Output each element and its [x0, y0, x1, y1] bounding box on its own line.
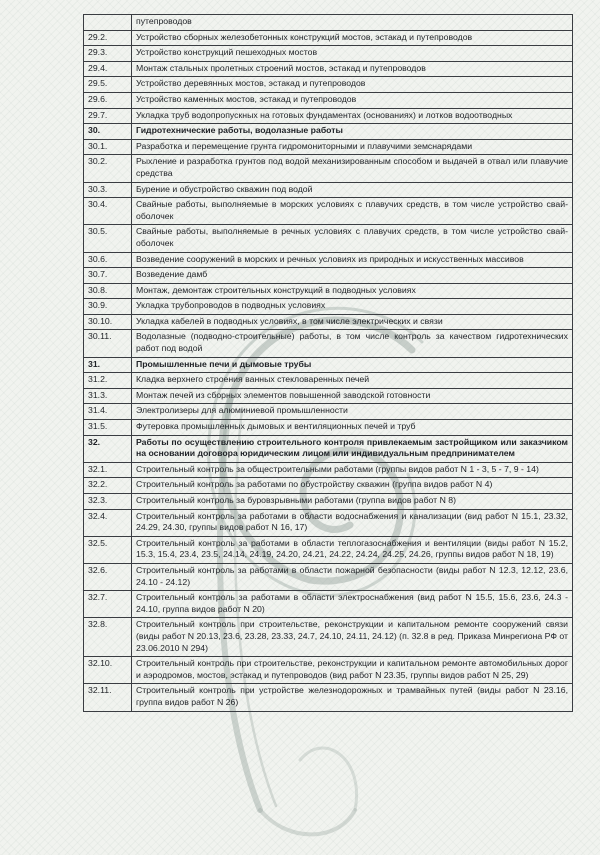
row-description: Монтаж стальных пролетных строений мостов, эстакад и путепроводов — [132, 61, 573, 77]
table-row — [84, 563, 573, 590]
row-number — [84, 15, 132, 31]
row-description: Укладка трубопроводов в подводных условиях — [132, 299, 573, 315]
table-row — [84, 139, 573, 155]
row-description: Строительный контроль за работами в области электроснабжения (вид работ N 15.5, 15.6, 23.6, 24.3 - 24.10, группа видов работ N 20) — [132, 591, 573, 618]
row-number: 32.6. — [84, 563, 132, 590]
table-row — [84, 198, 573, 225]
row-number: 32.4. — [84, 509, 132, 536]
row-number: 30.10. — [84, 314, 132, 330]
row-description: Строительный контроль при строительстве, реконструкции и капитальном ремонте сооружений связи (виды работ N 20.13, 23.6, 23.28, 23.33, 24.7, 24.10, 24.11, 24.12) (п. 32.8 в ред. Приказа Минрегиона РФ от 23.06.2010 N 294) — [132, 618, 573, 657]
table-row — [84, 155, 573, 182]
table-row — [84, 77, 573, 93]
table-row — [84, 92, 573, 108]
row-description: Возведение сооружений в морских и речных условиях из природных и искусственных массивов — [132, 252, 573, 268]
table-row — [84, 330, 573, 357]
table-row — [84, 283, 573, 299]
table-row — [84, 15, 573, 31]
table-row — [84, 388, 573, 404]
row-number: 30.1. — [84, 139, 132, 155]
table-row — [84, 657, 573, 684]
row-description: Устройство конструкций пешеходных мостов — [132, 46, 573, 62]
row-number: 32. — [84, 435, 132, 462]
row-description: Строительный контроль за работами по обустройству скважин (группа видов работ N 4) — [132, 478, 573, 494]
table-row — [84, 684, 573, 711]
row-number: 29.6. — [84, 92, 132, 108]
table-row — [84, 124, 573, 140]
row-description: Устройство каменных мостов, эстакад и путепроводов — [132, 92, 573, 108]
table-row — [84, 478, 573, 494]
row-description: Гидротехнические работы, водолазные работы — [132, 124, 573, 140]
row-description: Устройство сборных железобетонных конструкций мостов, эстакад и путепроводов — [132, 30, 573, 46]
row-number: 29.2. — [84, 30, 132, 46]
row-number: 32.2. — [84, 478, 132, 494]
table-row — [84, 435, 573, 462]
table-row — [84, 462, 573, 478]
row-number: 30. — [84, 124, 132, 140]
table-row — [84, 404, 573, 420]
row-number: 30.8. — [84, 283, 132, 299]
table-row — [84, 225, 573, 252]
row-number: 32.3. — [84, 494, 132, 510]
row-description: Строительный контроль за работами в области теплогазоснабжения и вентиляции (виды работ N 15.2, 15.3, 15.4, 23.4, 23.5, 24.14, 24.19, 24.20, 24.21, 24.22, 24.24, 24.25, 24.26, группы видов работ N 18, 19) — [132, 536, 573, 563]
row-description: Строительный контроль за буровзрывными работами (группа видов работ N 8) — [132, 494, 573, 510]
table-row — [84, 46, 573, 62]
row-number: 30.2. — [84, 155, 132, 182]
row-number: 32.5. — [84, 536, 132, 563]
table-row — [84, 509, 573, 536]
table-row — [84, 314, 573, 330]
table-row — [84, 268, 573, 284]
table-row — [84, 494, 573, 510]
row-description: Свайные работы, выполняемые в речных условиях с плавучих средств, в том числе устройство свай-оболочек — [132, 225, 573, 252]
row-number: 31.4. — [84, 404, 132, 420]
table-row — [84, 618, 573, 657]
row-number: 30.11. — [84, 330, 132, 357]
table-row — [84, 252, 573, 268]
row-number: 30.7. — [84, 268, 132, 284]
row-description: Водолазные (подводно-строительные) работы, в том числе контроль за качеством гидротехнических работ под водой — [132, 330, 573, 357]
table-row — [84, 182, 573, 198]
row-number: 29.4. — [84, 61, 132, 77]
table-row — [84, 591, 573, 618]
row-description: Промышленные печи и дымовые трубы — [132, 357, 573, 373]
row-description: Кладка верхнего строения ванных стекловаренных печей — [132, 373, 573, 389]
row-description: Работы по осуществлению строительного контроля привлекаемым застройщиком или заказчиком на основании договора юридическим лицом или индивидуальным предпринимателем — [132, 435, 573, 462]
row-description: Монтаж, демонтаж строительных конструкций в подводных условиях — [132, 283, 573, 299]
row-number: 31.5. — [84, 420, 132, 436]
row-number: 31.2. — [84, 373, 132, 389]
row-description: Строительный контроль за работами в области водоснабжения и канализации (вид работ N 15.1, 23.32, 24.29, 24.30, группы видов работ N 16, 17) — [132, 509, 573, 536]
row-number: 32.11. — [84, 684, 132, 711]
row-description: Укладка кабелей в подводных условиях, в том числе электрических и связи — [132, 314, 573, 330]
row-number: 32.1. — [84, 462, 132, 478]
table-row — [84, 357, 573, 373]
row-number: 30.3. — [84, 182, 132, 198]
row-description: путепроводов — [132, 15, 573, 31]
row-description: Укладка труб водопропускных на готовых фундаментах (основаниях) и лотков водоотводных — [132, 108, 573, 124]
row-description: Строительный контроль при устройстве железнодорожных и трамвайных путей (виды работ N 23.16, группа видов работ N 26) — [132, 684, 573, 711]
row-number: 30.4. — [84, 198, 132, 225]
table-row — [84, 420, 573, 436]
row-description: Электролизеры для алюминиевой промышленности — [132, 404, 573, 420]
table-row — [84, 30, 573, 46]
row-number: 30.9. — [84, 299, 132, 315]
row-description: Разработка и перемещение грунта гидромониторными и плавучими земснарядами — [132, 139, 573, 155]
row-description: Строительный контроль за работами в области пожарной безопасности (виды работ N 12.3, 12.12, 23.6, 24.10 - 24.12) — [132, 563, 573, 590]
row-description: Свайные работы, выполняемые в морских условиях с плавучих средств, в том числе устройство свай-оболочек — [132, 198, 573, 225]
row-number: 32.10. — [84, 657, 132, 684]
row-number: 29.7. — [84, 108, 132, 124]
row-number: 31. — [84, 357, 132, 373]
row-number: 30.5. — [84, 225, 132, 252]
row-number: 29.5. — [84, 77, 132, 93]
table-row — [84, 536, 573, 563]
row-description: Возведение дамб — [132, 268, 573, 284]
row-description: Строительный контроль при строительстве, реконструкции и капитальном ремонте автомобильных дорог и аэродромов, мостов, эстакад и путепроводов (вид работ N 23.35, группы видов работ N 25, 29) — [132, 657, 573, 684]
row-description: Рыхление и разработка грунтов под водой механизированным способом и выдачей в отвал или плавучие средства — [132, 155, 573, 182]
table-row — [84, 373, 573, 389]
row-description: Бурение и обустройство скважин под водой — [132, 182, 573, 198]
row-number: 30.6. — [84, 252, 132, 268]
row-number: 31.3. — [84, 388, 132, 404]
table-row — [84, 61, 573, 77]
table-row — [84, 108, 573, 124]
work-types-table — [83, 14, 573, 712]
row-description: Устройство деревянных мостов, эстакад и путепроводов — [132, 77, 573, 93]
row-description: Монтаж печей из сборных элементов повышенной заводской готовности — [132, 388, 573, 404]
row-description: Строительный контроль за общестроительными работами (группы видов работ N 1 - 3, 5 - 7, 9 - 14) — [132, 462, 573, 478]
row-number: 32.8. — [84, 618, 132, 657]
table-row — [84, 299, 573, 315]
row-description: Футеровка промышленных дымовых и вентиляционных печей и труб — [132, 420, 573, 436]
row-number: 29.3. — [84, 46, 132, 62]
row-number: 32.7. — [84, 591, 132, 618]
